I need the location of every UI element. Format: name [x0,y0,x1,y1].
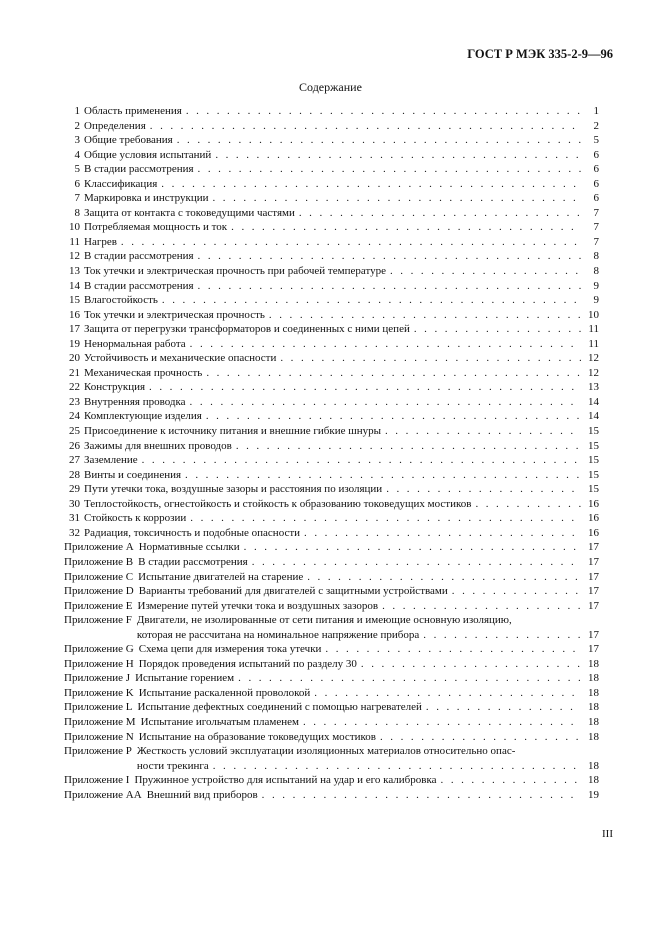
toc-dot-leader [441,773,581,788]
toc-entry-page: 10 [588,308,599,321]
toc-entry-number: 23 [69,395,80,408]
toc-annexes [64,540,599,802]
toc-annex [64,540,599,555]
toc-entry [64,264,599,279]
toc-annex-page: 17 [588,599,599,612]
toc-entry-page: 1 [593,105,599,117]
toc-entry-page: 15 [588,483,599,496]
toc-annex-title: Внешний вид приборов [146,788,258,801]
toc-annex-prefix: Приложение J [64,672,131,685]
toc-entry-number: 16 [69,308,80,321]
toc-entry-number: 15 [69,294,80,307]
toc-entry-title: Конструкция [84,381,146,394]
toc-dot-leader [382,599,581,614]
toc-entry-line [64,395,599,410]
toc-annex-prefix: Приложение E [64,599,133,612]
toc-annex-page: 17 [588,585,599,598]
toc-dot-leader [380,730,581,745]
toc-annex-line [64,628,599,643]
toc-annex-prefix: Приложение F [64,614,132,627]
toc-entry-title: В стадии рассмотрения [84,279,194,292]
toc-entry-line [64,409,599,424]
toc-entry-title: В стадии рассмотрения [84,250,194,263]
toc-entry-page: 6 [593,148,599,161]
toc-annex [64,773,599,788]
toc-dot-leader [162,293,581,308]
toc-entry-page: 11 [588,337,599,350]
toc-entry [64,279,599,294]
toc-dot-leader [161,177,581,192]
toc-entry-line [64,322,599,337]
toc-entry-line [64,104,599,119]
toc-annex-prefix: Приложение B [64,555,134,568]
toc-annex [64,657,599,672]
toc-dot-leader [390,264,581,279]
toc-entry [64,206,599,221]
toc-entry [64,220,599,235]
toc-entry-page: 8 [593,265,599,278]
toc-entry-line [64,206,599,221]
toc-entry-number: 21 [69,366,80,379]
toc-annex-title: Схема цепи для измерения тока утечки [138,643,322,656]
toc-entry-title: Присоединение к источнику питания и внешние гибкие шнуры [84,425,381,438]
toc-annex-line [64,700,599,715]
toc-dot-leader [236,439,581,454]
toc-annex-title: Испытание двигателей на старение [138,570,304,583]
toc-dot-leader [423,628,581,643]
toc-dot-leader [303,715,581,730]
toc-annex-title-first: Жесткость условий эксплуатации изоляционных материалов относительно опас- [136,745,516,758]
toc-entry-title: Ток утечки и электрическая прочность [84,308,265,321]
toc-dot-leader [414,322,581,337]
toc-entry [64,439,599,454]
toc-dot-leader [213,759,581,774]
toc-annex-title: Испытание раскаленной проволокой [138,686,311,699]
toc-annex-title: Порядок проведения испытаний по разделу 30 [138,657,357,670]
toc-annex-first-line [64,744,599,759]
toc-entry-title: Внутренняя проводка [84,395,186,408]
toc-annex-title: которая не рассчитана на номинальное напряжение прибора [136,628,420,641]
toc-entry [64,249,599,264]
toc-entry-line [64,133,599,148]
toc-annex-title: ности трекинга [136,759,209,772]
toc-dot-leader [304,526,581,541]
toc-entry-title: Общие условия испытаний [84,148,212,161]
toc-entry-number: 8 [74,206,80,219]
toc-entry-number: 25 [69,425,80,438]
toc-entry-number: 17 [69,323,80,336]
toc-entry-line [64,439,599,454]
toc-entry-page: 12 [588,352,599,365]
toc-annex-line [64,657,599,672]
toc-entry-page: 12 [588,366,599,379]
toc-annex-title: Испытание на образование токоведущих мостиков [138,730,376,743]
toc-entry-page: 6 [593,177,599,190]
toc-annex-page: 18 [588,686,599,699]
toc-entry-number: 14 [69,279,80,292]
toc-entry-line [64,526,599,541]
toc-entry-title: Маркировка и инструкции [84,192,209,205]
toc-entry-page: 9 [593,294,599,307]
toc-annex-prefix: Приложение N [64,730,134,743]
toc-dot-leader [190,337,581,352]
toc-dot-leader [185,468,581,483]
toc-entry-number: 22 [69,381,80,394]
toc-entry-page: 7 [593,221,599,234]
toc-dot-leader [314,686,581,701]
toc-annex-page: 17 [588,555,599,568]
toc-entry-page: 6 [593,163,599,176]
toc-entry-number: 24 [69,410,80,423]
toc-annex-prefix: Приложение H [64,657,134,670]
toc-entry-title: Классификация [84,177,158,190]
toc-entry-number: 13 [69,265,80,278]
toc-annex-line [64,686,599,701]
toc-entry [64,293,599,308]
toc-entry-title: Радиация, токсичность и подобные опасности [84,526,301,539]
toc-dot-leader [426,700,581,715]
toc-entry [64,482,599,497]
toc-entry-number: 26 [69,439,80,452]
toc-dot-leader [190,511,581,526]
toc-dot-leader [361,657,581,672]
toc-annex-title: Испытание дефектных соединений с помощью нагревателей [137,701,422,714]
toc-annex-title: В стадии рассмотрения [138,555,248,568]
toc-entry [64,497,599,512]
toc-annex-prefix: Приложение C [64,570,134,583]
toc-annex-title: Пружинное устройство для испытаний на удар и его калибровка [134,774,437,787]
toc-entry-title: Общие требования [84,134,173,147]
toc-annex-prefix: Приложение D [64,585,134,598]
toc-entry-title: Защита от контакта с токоведущими частями [84,206,295,219]
toc-annex-line [64,570,599,585]
toc-entry-title: Область применения [84,105,182,117]
toc-dot-leader [198,249,581,264]
toc-annex-prefix: Приложение P [64,745,132,758]
toc-dot-leader [186,104,581,119]
toc-dot-leader [385,424,581,439]
toc-entry [64,308,599,323]
toc-dot-leader [262,788,581,803]
toc-entry-number: 2 [74,119,80,132]
toc-annex-prefix: Приложение I [64,774,130,787]
toc-entry-line [64,380,599,395]
toc-entry-title: Пути утечки тока, воздушные зазоры и расстояния по изоляции [84,483,383,496]
document-header: ГОСТ Р МЭК 335-2-9—96 [467,47,613,61]
toc-entry [64,119,599,134]
toc-entry-line [64,177,599,192]
toc-entry [64,177,599,192]
toc-entry [64,337,599,352]
toc-entry-title: Влагостойкость [84,294,158,307]
toc-entry [64,162,599,177]
toc-annex [64,613,599,642]
page-number: III [602,828,613,840]
toc-annex-prefix: Приложение AA [64,788,142,801]
toc-annex [64,730,599,745]
toc-dot-leader [190,395,581,410]
toc-annex-line [64,788,599,803]
toc-annex-line [64,715,599,730]
toc-entry-page: 9 [593,279,599,292]
toc-entry-page: 7 [593,235,599,248]
toc-entry-title: Определения [84,119,146,132]
toc-annex-title: Испытание горением [135,672,235,685]
toc-entry-title: Ток утечки и электрическая прочность при рабочей температуре [84,265,386,278]
toc-entry [64,322,599,337]
toc-entry-page: 2 [593,119,599,132]
toc-entry-line [64,235,599,250]
toc-annex-title-first: Двигатели, не изолированные от сети питания и имеющие основную изоляцию, [136,614,512,627]
toc-entry-page: 8 [593,250,599,263]
toc-entry-line [64,279,599,294]
toc-annex [64,570,599,585]
toc-annex-page: 17 [588,643,599,656]
toc-entry-line [64,511,599,526]
toc-entry-number: 31 [69,512,80,525]
toc-entry-page: 15 [588,439,599,452]
toc-dot-leader [269,308,581,323]
toc-annex-page: 18 [588,672,599,685]
toc-entry [64,104,599,119]
toc-entry-number: 29 [69,483,80,496]
toc-entry-number: 12 [69,250,80,263]
toc-entry-title: Устойчивость и механические опасности [84,352,277,365]
toc-annex-title: Варианты требований для двигателей с защитными устройствами [138,585,448,598]
toc-entry-line [64,293,599,308]
toc-dot-leader [206,366,581,381]
toc-entry [64,511,599,526]
toc-annex-prefix: Приложение K [64,686,134,699]
toc-entry [64,366,599,381]
toc-dot-leader [475,497,581,512]
toc-dot-leader [231,220,581,235]
toc-annex [64,686,599,701]
toc-entry-number: 3 [74,134,80,147]
toc-entry-page: 6 [593,192,599,205]
toc-annex-page: 17 [588,541,599,554]
toc-dot-leader [121,235,581,250]
toc-dot-leader [280,351,581,366]
toc-annex [64,788,599,803]
toc-annex-page: 17 [588,628,599,641]
toc-entry-page: 14 [588,410,599,423]
toc-annex [64,555,599,570]
toc-entry-title: Потребляемая мощность и ток [84,221,228,234]
toc-annex-prefix: Приложение M [64,715,136,728]
toc-entry-number: 6 [74,177,80,190]
toc-dot-leader [244,540,581,555]
toc-dot-leader [299,206,581,221]
toc-entry-line [64,148,599,163]
toc-dot-leader [325,642,581,657]
toc-annex-line [64,759,599,774]
toc-entry [64,409,599,424]
toc-annex-line [64,555,599,570]
toc-dot-leader [150,119,581,134]
toc-annex [64,671,599,686]
toc-dot-leader [307,570,581,585]
toc-entry-line [64,220,599,235]
toc-entry-title: Теплостойкость, огнестойкость и стойкость к образованию токоведущих мостиков [84,497,472,510]
toc-entry-line [64,424,599,439]
toc-entry-number: 27 [69,454,80,467]
toc-dot-leader [215,148,581,163]
toc-dot-leader [142,453,581,468]
toc-annex-page: 18 [588,774,599,787]
toc-annex-prefix: Приложение G [64,643,134,656]
toc-annex [64,584,599,599]
toc-entry-page: 15 [588,468,599,481]
toc-annex [64,599,599,614]
toc-dot-leader [452,584,581,599]
toc-entry-number: 32 [69,526,80,539]
toc-annex-line [64,671,599,686]
toc-dot-leader [252,555,581,570]
toc-entry-title: Защита от перегрузки трансформаторов и соединенных с ними цепей [84,323,410,336]
toc-entry [64,380,599,395]
toc-entry-title: Винты и соединения [84,468,182,481]
toc-entry-title: Ненормальная работа [84,337,186,350]
toc-entry-title: Нагрев [84,235,117,248]
toc-entry-line [64,162,599,177]
toc-entry [64,133,599,148]
toc-annex-page: 18 [588,701,599,714]
toc-entry [64,453,599,468]
toc-annex-prefix: Приложение L [64,701,133,714]
toc-entry-number: 1 [74,105,80,117]
toc-dot-leader [177,133,581,148]
toc-dot-leader [149,380,581,395]
toc-dot-leader [198,279,581,294]
toc-annex-page: 18 [588,759,599,772]
toc-entry-title: Зажимы для внешних проводов [84,439,232,452]
toc-entry [64,351,599,366]
toc-annex [64,715,599,730]
toc-annex [64,744,599,773]
toc-entry-number: 4 [74,148,80,161]
toc-dot-leader [206,409,581,424]
toc-entry-page: 5 [593,134,599,147]
toc-annex-page: 18 [588,657,599,670]
toc-entry-number: 5 [74,163,80,176]
toc-entry-line [64,482,599,497]
toc-entry-page: 7 [593,206,599,219]
toc-annex-page: 18 [588,730,599,743]
toc-entry-number: 20 [69,352,80,365]
toc-sections [64,104,599,540]
toc-annex-line [64,773,599,788]
toc-annex-page: 18 [588,715,599,728]
toc-entry [64,148,599,163]
toc-annex-line [64,540,599,555]
toc-entry-title: Заземление [84,454,138,467]
toc-annex-prefix: Приложение A [64,541,134,554]
toc-entry-number: 11 [69,235,80,248]
toc-annex-line [64,599,599,614]
toc-dot-leader [238,671,581,686]
toc-entry-number: 30 [69,497,80,510]
toc-entry-line [64,351,599,366]
toc-entry-title: В стадии рассмотрения [84,163,194,176]
toc-title: Содержание [299,80,362,94]
toc-annex-page: 19 [588,788,599,801]
toc-entry-line [64,308,599,323]
toc-entry-page: 11 [588,323,599,336]
toc-entry-line [64,453,599,468]
toc-entry-title: Механическая прочность [84,366,203,379]
table-of-contents [64,104,599,802]
toc-entry [64,395,599,410]
toc-annex-page: 17 [588,570,599,583]
toc-annex-line [64,730,599,745]
toc-entry-line [64,497,599,512]
toc-entry-page: 15 [588,425,599,438]
toc-annex-first-line [64,613,599,628]
toc-entry-line [64,119,599,134]
toc-annex-title: Испытание игольчатым пламенем [140,715,299,728]
toc-dot-leader [386,482,581,497]
toc-entry-page: 15 [588,454,599,467]
toc-entry-page: 16 [588,497,599,510]
toc-entry [64,191,599,206]
toc-entry-line [64,337,599,352]
toc-entry-line [64,366,599,381]
toc-entry-number: 10 [69,221,80,234]
toc-annex [64,700,599,715]
toc-annex-line [64,642,599,657]
toc-entry-page: 16 [588,526,599,539]
toc-entry [64,526,599,541]
toc-entry-page: 14 [588,395,599,408]
toc-entry-title: Стойкость к коррозии [84,512,187,525]
toc-entry [64,468,599,483]
toc-dot-leader [198,162,581,177]
toc-entry-page: 16 [588,512,599,525]
toc-annex-title: Нормативные ссылки [138,541,240,554]
toc-annex [64,642,599,657]
toc-entry-number: 28 [69,468,80,481]
toc-entry-line [64,264,599,279]
toc-entry [64,424,599,439]
toc-entry-page: 13 [588,381,599,394]
toc-entry-line [64,191,599,206]
toc-annex-title: Измерение путей утечки тока и воздушных зазоров [137,599,379,612]
toc-annex-line [64,584,599,599]
toc-entry-number: 7 [74,192,80,205]
toc-entry-number: 19 [69,337,80,350]
toc-dot-leader [213,191,582,206]
toc-entry-line [64,249,599,264]
toc-entry-line [64,468,599,483]
toc-entry-title: Комплектующие изделия [84,410,202,423]
toc-entry [64,235,599,250]
